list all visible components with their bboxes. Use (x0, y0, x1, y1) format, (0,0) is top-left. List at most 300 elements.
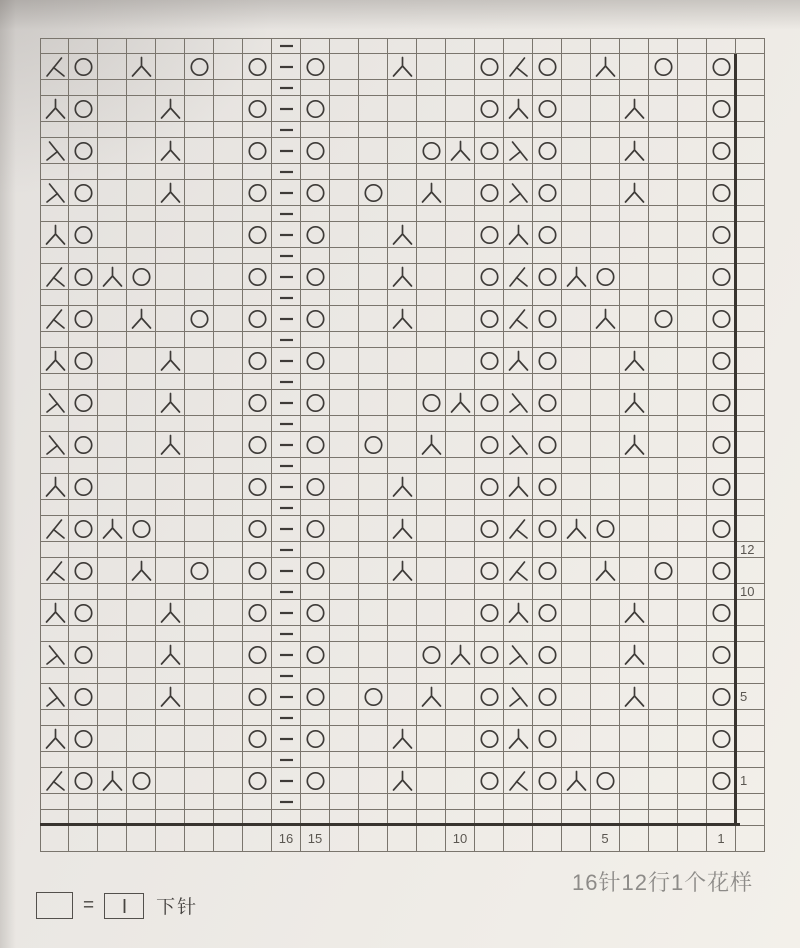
cdd-cell (446, 138, 475, 164)
cdd-icon (388, 54, 416, 80)
chart-cell (185, 626, 214, 642)
cdd-icon (388, 264, 416, 290)
chart-cell (707, 710, 736, 726)
k2tog-cell (504, 264, 533, 290)
yo-icon (243, 474, 271, 500)
chart-cell (185, 794, 214, 810)
chart-cell (69, 332, 98, 348)
row-number-label (736, 248, 765, 264)
purl-cell (272, 794, 301, 810)
chart-cell (330, 332, 359, 348)
purl-icon (272, 54, 300, 80)
purl-icon (272, 416, 300, 432)
chart-cell (359, 164, 388, 180)
k2tog-cell (504, 558, 533, 584)
row-number-label (736, 642, 765, 668)
chart-cell (69, 38, 98, 54)
cdd-icon (41, 96, 68, 122)
chart-row (40, 474, 765, 500)
chart-cell (678, 374, 707, 390)
cdd-icon (620, 96, 648, 122)
yo-icon (533, 558, 561, 584)
cdd-icon (562, 768, 590, 794)
chart-cell (649, 138, 678, 164)
chart-cell (678, 96, 707, 122)
purl-icon (272, 794, 300, 810)
row-number-label (736, 794, 765, 810)
chart-cell (98, 96, 127, 122)
chart-cell (446, 558, 475, 584)
purl-cell (272, 348, 301, 374)
cdd-cell (40, 600, 69, 626)
yo-icon (533, 222, 561, 248)
chart-cell (301, 794, 330, 810)
chart-cell (214, 138, 243, 164)
chart-cell (417, 348, 446, 374)
chart-cell (330, 558, 359, 584)
chart-cell (678, 600, 707, 626)
purl-icon (272, 710, 300, 726)
yo-icon (301, 180, 329, 206)
chart-cell (127, 416, 156, 432)
cdd-icon (388, 222, 416, 248)
chart-cell (417, 290, 446, 306)
chart-cell (40, 542, 69, 558)
chart-cell (330, 390, 359, 416)
cdd-cell (562, 264, 591, 290)
chart-cell (707, 290, 736, 306)
chart-cell (330, 290, 359, 306)
chart-cell (98, 54, 127, 80)
chart-cell (562, 206, 591, 222)
yo-cell (127, 768, 156, 794)
chart-cell (417, 500, 446, 516)
cdd-icon (388, 306, 416, 332)
stitch-number-row (40, 826, 765, 852)
chart-cell (591, 626, 620, 642)
cdd-cell (620, 600, 649, 626)
chart-cell (678, 684, 707, 710)
yo-cell (533, 222, 562, 248)
chart-cell (649, 642, 678, 668)
chart-cell (417, 626, 446, 642)
cdd-cell (504, 474, 533, 500)
yo-icon (707, 432, 735, 458)
chart-cell (388, 684, 417, 710)
chart-cell (562, 584, 591, 600)
chart-cell (620, 474, 649, 500)
chart-cell (533, 752, 562, 768)
cdd-cell (446, 390, 475, 416)
chart-cell (678, 390, 707, 416)
chart-cell (185, 500, 214, 516)
yo-cell (707, 264, 736, 290)
chart-cell (388, 642, 417, 668)
chart-cell (185, 516, 214, 542)
chart-cell (678, 138, 707, 164)
row-number-label: 10 (736, 584, 765, 600)
chart-cell (359, 38, 388, 54)
chart-cell (417, 584, 446, 600)
ssk-icon (504, 684, 532, 710)
chart-cell (533, 38, 562, 54)
purl-cell (272, 96, 301, 122)
chart-cell (330, 122, 359, 138)
chart-cell (185, 752, 214, 768)
chart-cell (678, 710, 707, 726)
chart-cell (591, 416, 620, 432)
chart-cell (446, 752, 475, 768)
chart-cell (330, 458, 359, 474)
chart-cell (98, 348, 127, 374)
yo-cell (243, 600, 272, 626)
yo-cell (707, 726, 736, 752)
cdd-cell (388, 306, 417, 332)
chart-cell (185, 826, 214, 852)
purl-icon (272, 600, 300, 626)
chart-cell (417, 54, 446, 80)
yo-cell (707, 390, 736, 416)
chart-cell (620, 710, 649, 726)
chart-cell (649, 80, 678, 96)
purl-icon (272, 180, 300, 206)
chart-cell (446, 306, 475, 332)
chart-cell (678, 726, 707, 752)
chart-cell (127, 668, 156, 684)
purl-icon (272, 458, 300, 474)
chart-cell (388, 752, 417, 768)
chart-cell (98, 432, 127, 458)
chart-cell (388, 584, 417, 600)
chart-cell (591, 222, 620, 248)
chart-cell (678, 458, 707, 474)
ssk-icon (41, 432, 68, 458)
yo-cell (359, 432, 388, 458)
chart-cell (388, 248, 417, 264)
chart-cell (591, 642, 620, 668)
row-number-label (736, 54, 765, 80)
chart-cell (330, 542, 359, 558)
chart-cell (446, 264, 475, 290)
chart-cell (620, 516, 649, 542)
chart-cell (562, 668, 591, 684)
chart-cell (649, 206, 678, 222)
chart-cell (707, 248, 736, 264)
chart-cell (562, 626, 591, 642)
chart-cell (214, 164, 243, 180)
chart-cell (359, 306, 388, 332)
purl-icon (272, 138, 300, 164)
chart-cell (156, 626, 185, 642)
yo-cell (69, 222, 98, 248)
cdd-cell (417, 684, 446, 710)
row-number-label (736, 122, 765, 138)
yo-icon (127, 264, 155, 290)
chart-cell (388, 794, 417, 810)
yo-cell (301, 432, 330, 458)
chart-cell (678, 752, 707, 768)
chart-cell (446, 668, 475, 684)
cdd-icon (417, 180, 445, 206)
yo-icon (475, 684, 503, 710)
pattern-size-caption: 16针12行1个花样 (572, 870, 754, 895)
cdd-icon (562, 264, 590, 290)
chart-cell (475, 248, 504, 264)
chart-cell (678, 558, 707, 584)
yo-cell (475, 222, 504, 248)
chart-cell (417, 516, 446, 542)
purl-cell (272, 264, 301, 290)
cdd-cell (156, 96, 185, 122)
chart-cell (359, 248, 388, 264)
chart-cell (69, 500, 98, 516)
chart-cell (388, 458, 417, 474)
chart-cell (649, 584, 678, 600)
chart-cell (707, 164, 736, 180)
yo-cell (69, 390, 98, 416)
purl-icon (272, 290, 300, 306)
chart-cell (446, 96, 475, 122)
chart-cell (562, 374, 591, 390)
chart-cell (446, 768, 475, 794)
yo-cell (69, 432, 98, 458)
cdd-cell (562, 516, 591, 542)
chart-cell (301, 458, 330, 474)
ssk-cell (504, 390, 533, 416)
yo-icon (475, 474, 503, 500)
yo-cell (69, 180, 98, 206)
chart-cell (359, 458, 388, 474)
chart-cell (533, 542, 562, 558)
cdd-cell (156, 390, 185, 416)
chart-cell (69, 794, 98, 810)
chart-cell (707, 752, 736, 768)
ssk-cell (40, 138, 69, 164)
chart-cell (243, 248, 272, 264)
chart-cell (301, 290, 330, 306)
k2tog-cell (504, 306, 533, 332)
yo-cell (243, 516, 272, 542)
chart-cell (98, 416, 127, 432)
yo-icon (475, 432, 503, 458)
chart-cell (185, 206, 214, 222)
chart-cell (243, 122, 272, 138)
yo-icon (533, 54, 561, 80)
cdd-icon (156, 138, 184, 164)
chart-cell (504, 374, 533, 390)
chart-cell (446, 516, 475, 542)
cdd-icon (417, 684, 445, 710)
yo-icon (533, 642, 561, 668)
chart-cell (475, 416, 504, 432)
chart-cell (562, 726, 591, 752)
row-number-label (736, 80, 765, 96)
chart-cell (330, 474, 359, 500)
chart-cell (214, 306, 243, 332)
chart-cell (649, 390, 678, 416)
chart-cell (649, 542, 678, 558)
k2tog-icon (41, 558, 68, 584)
chart-cell (417, 264, 446, 290)
chart-cell (533, 668, 562, 684)
chart-cell (359, 794, 388, 810)
chart-cell (591, 390, 620, 416)
chart-cell (678, 54, 707, 80)
chart-cell (185, 332, 214, 348)
purl-cell (272, 206, 301, 222)
yo-icon (301, 54, 329, 80)
yo-icon (707, 138, 735, 164)
yo-cell (417, 642, 446, 668)
chart-cell (156, 54, 185, 80)
chart-cell (707, 374, 736, 390)
chart-cell (678, 306, 707, 332)
chart-cell (446, 122, 475, 138)
chart-cell (707, 416, 736, 432)
chart-cell (504, 752, 533, 768)
yo-cell (69, 96, 98, 122)
chart-cell (330, 768, 359, 794)
yo-icon (69, 306, 97, 332)
chart-cell (562, 96, 591, 122)
chart-cell (591, 248, 620, 264)
yo-cell (243, 684, 272, 710)
chart-cell (214, 248, 243, 264)
chart-cell (533, 826, 562, 852)
chart-cell (649, 516, 678, 542)
yo-cell (243, 306, 272, 332)
chart-cell (69, 542, 98, 558)
chart-cell (214, 642, 243, 668)
cdd-cell (504, 600, 533, 626)
yo-cell (475, 684, 504, 710)
yo-cell (243, 726, 272, 752)
chart-cell (127, 642, 156, 668)
yo-icon (707, 768, 735, 794)
yo-cell (533, 474, 562, 500)
chart-cell (359, 290, 388, 306)
yo-cell (533, 348, 562, 374)
purl-icon (272, 516, 300, 542)
chart-cell (678, 80, 707, 96)
chart-cell (156, 516, 185, 542)
chart-cell (620, 80, 649, 96)
yo-icon (185, 306, 213, 332)
chart-cell (185, 374, 214, 390)
cdd-cell (127, 306, 156, 332)
chart-cell (359, 752, 388, 768)
yo-icon (243, 222, 271, 248)
chart-cell (620, 458, 649, 474)
purl-cell (272, 542, 301, 558)
chart-cell (98, 138, 127, 164)
cdd-cell (156, 138, 185, 164)
yo-icon (301, 474, 329, 500)
ssk-icon (41, 390, 68, 416)
stitch-number-label: 10 (446, 826, 475, 852)
chart-cell (707, 332, 736, 348)
purl-icon (272, 542, 300, 558)
chart-cell (40, 626, 69, 642)
cdd-cell (156, 432, 185, 458)
yo-icon (243, 642, 271, 668)
chart-cell (127, 248, 156, 264)
chart-row (40, 500, 765, 516)
chart-cell (417, 794, 446, 810)
yo-icon (707, 180, 735, 206)
cdd-cell (562, 768, 591, 794)
chart-row (40, 668, 765, 684)
yo-icon (69, 390, 97, 416)
chart-cell (40, 332, 69, 348)
row-number-label (736, 222, 765, 248)
chart-row (40, 332, 765, 348)
yo-cell (69, 768, 98, 794)
yo-cell (301, 222, 330, 248)
chart-cell (678, 626, 707, 642)
yo-cell (69, 726, 98, 752)
chart-cell (156, 306, 185, 332)
k2tog-cell (40, 54, 69, 80)
chart-cell (69, 668, 98, 684)
purl-icon (272, 374, 300, 390)
purl-icon (272, 768, 300, 794)
yo-icon (185, 54, 213, 80)
yo-cell (301, 516, 330, 542)
chart-cell (127, 222, 156, 248)
chart-cell (475, 164, 504, 180)
yo-cell (475, 96, 504, 122)
chart-cell (330, 684, 359, 710)
chart-cell (40, 826, 69, 852)
chart-cell (98, 474, 127, 500)
k2tog-icon (504, 516, 532, 542)
yo-cell (475, 432, 504, 458)
chart-cell (185, 474, 214, 500)
chart-row (40, 626, 765, 642)
chart-cell (504, 332, 533, 348)
chart-cell (98, 458, 127, 474)
chart-cell (359, 626, 388, 642)
chart-cell (649, 684, 678, 710)
chart-cell (127, 458, 156, 474)
yo-icon (243, 180, 271, 206)
yo-cell (69, 558, 98, 584)
chart-cell (301, 38, 330, 54)
row-number-label (736, 206, 765, 222)
yo-cell (707, 516, 736, 542)
chart-cell (475, 584, 504, 600)
cdd-icon (620, 180, 648, 206)
k2tog-cell (504, 516, 533, 542)
yo-icon (243, 600, 271, 626)
yo-cell (301, 726, 330, 752)
k2tog-icon (504, 306, 532, 332)
cdd-cell (620, 96, 649, 122)
chart-cell (214, 206, 243, 222)
cdd-cell (446, 642, 475, 668)
yo-cell (475, 306, 504, 332)
chart-cell (40, 710, 69, 726)
chart-cell (98, 826, 127, 852)
yo-cell (649, 54, 678, 80)
yo-cell (243, 96, 272, 122)
chart-cell (562, 432, 591, 458)
cdd-icon (388, 558, 416, 584)
chart-cell (301, 374, 330, 390)
purl-cell (272, 474, 301, 500)
row-number-label (736, 726, 765, 752)
